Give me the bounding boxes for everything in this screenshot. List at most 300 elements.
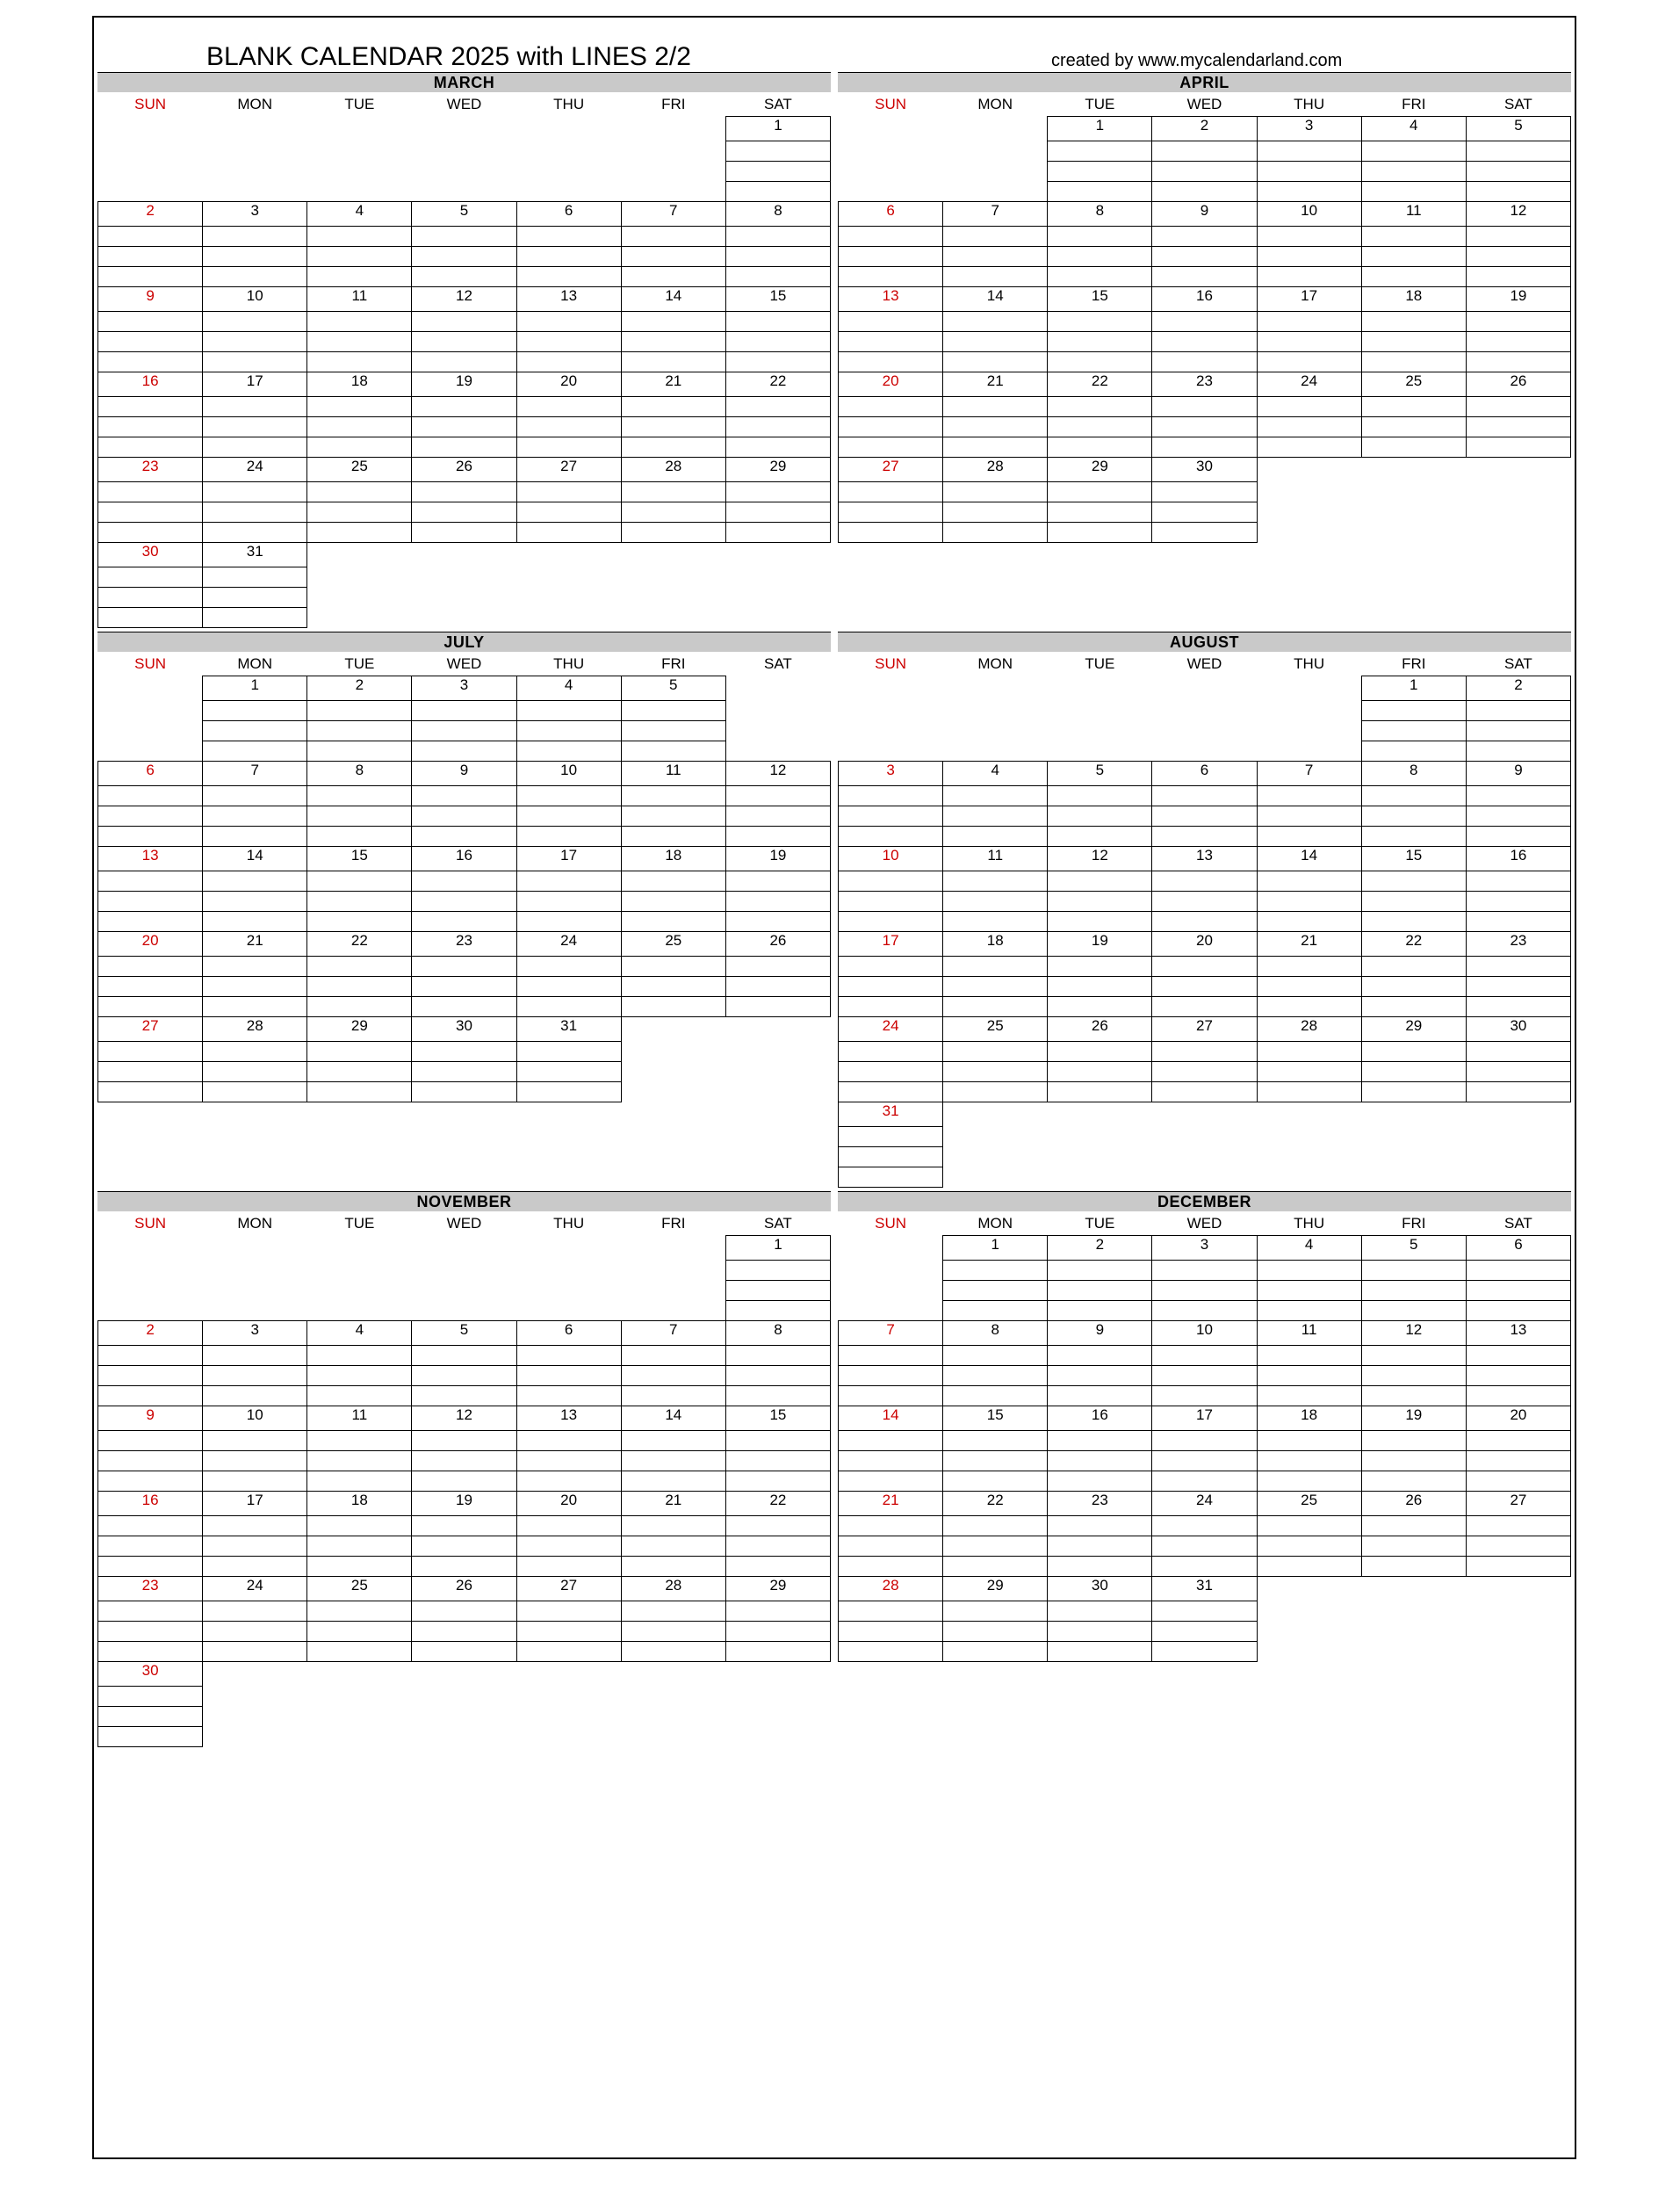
day-cell[interactable]: 18 xyxy=(1257,1406,1361,1431)
day-cell[interactable]: 28 xyxy=(203,1017,307,1042)
writing-line-cell[interactable] xyxy=(1048,332,1152,352)
writing-line-cell[interactable] xyxy=(943,437,1048,458)
writing-line-cell[interactable] xyxy=(1466,1346,1570,1366)
writing-line-cell[interactable] xyxy=(1048,997,1152,1017)
writing-line-cell[interactable] xyxy=(943,1042,1048,1062)
writing-line-cell[interactable] xyxy=(1361,741,1466,762)
writing-line-cell[interactable] xyxy=(943,1642,1048,1662)
writing-line-cell[interactable] xyxy=(621,227,725,247)
day-cell[interactable]: 4 xyxy=(307,1321,412,1346)
writing-line-cell[interactable] xyxy=(1048,871,1152,892)
writing-line-cell[interactable] xyxy=(1361,806,1466,827)
day-cell[interactable]: 14 xyxy=(203,847,307,871)
writing-line-cell[interactable] xyxy=(1466,1366,1570,1386)
writing-line-cell[interactable] xyxy=(1361,912,1466,932)
writing-line-cell[interactable] xyxy=(1048,1622,1152,1642)
writing-line-cell[interactable] xyxy=(412,523,516,543)
writing-line-cell[interactable] xyxy=(98,871,203,892)
day-cell[interactable]: 19 xyxy=(412,1492,516,1516)
writing-line-cell[interactable] xyxy=(1048,1471,1152,1492)
writing-line-cell[interactable] xyxy=(412,912,516,932)
writing-line-cell[interactable] xyxy=(1361,437,1466,458)
writing-line-cell[interactable] xyxy=(1257,1386,1361,1406)
writing-line-cell[interactable] xyxy=(1361,997,1466,1017)
writing-line-cell[interactable] xyxy=(307,1431,412,1451)
writing-line-cell[interactable] xyxy=(98,1536,203,1557)
writing-line-cell[interactable] xyxy=(621,786,725,806)
writing-line-cell[interactable] xyxy=(307,227,412,247)
writing-line-cell[interactable] xyxy=(621,1386,725,1406)
writing-line-cell[interactable] xyxy=(725,502,830,523)
writing-line-cell[interactable] xyxy=(1361,312,1466,332)
writing-line-cell[interactable] xyxy=(621,977,725,997)
writing-line-cell[interactable] xyxy=(1257,397,1361,417)
day-cell[interactable]: 6 xyxy=(839,202,943,227)
writing-line-cell[interactable] xyxy=(1361,332,1466,352)
writing-line-cell[interactable] xyxy=(943,1261,1048,1281)
day-cell[interactable]: 22 xyxy=(725,1492,830,1516)
writing-line-cell[interactable] xyxy=(621,397,725,417)
day-cell[interactable]: 22 xyxy=(725,372,830,397)
day-cell[interactable]: 18 xyxy=(943,932,1048,957)
writing-line-cell[interactable] xyxy=(621,1601,725,1622)
writing-line-cell[interactable] xyxy=(1152,827,1257,847)
writing-line-cell[interactable] xyxy=(621,482,725,502)
writing-line-cell[interactable] xyxy=(98,1622,203,1642)
day-cell[interactable]: 31 xyxy=(516,1017,621,1042)
writing-line-cell[interactable] xyxy=(203,482,307,502)
writing-line-cell[interactable] xyxy=(1466,1536,1570,1557)
writing-line-cell[interactable] xyxy=(1361,1281,1466,1301)
day-cell[interactable]: 10 xyxy=(516,762,621,786)
writing-line-cell[interactable] xyxy=(98,1687,203,1707)
writing-line-cell[interactable] xyxy=(1152,312,1257,332)
writing-line-cell[interactable] xyxy=(1048,437,1152,458)
day-cell[interactable]: 29 xyxy=(725,1577,830,1601)
day-cell[interactable]: 20 xyxy=(839,372,943,397)
writing-line-cell[interactable] xyxy=(307,397,412,417)
writing-line-cell[interactable] xyxy=(203,397,307,417)
day-cell[interactable]: 6 xyxy=(1466,1236,1570,1261)
day-cell[interactable]: 10 xyxy=(203,1406,307,1431)
writing-line-cell[interactable] xyxy=(943,502,1048,523)
day-cell[interactable]: 9 xyxy=(412,762,516,786)
writing-line-cell[interactable] xyxy=(1048,1516,1152,1536)
writing-line-cell[interactable] xyxy=(1361,721,1466,741)
writing-line-cell[interactable] xyxy=(725,997,830,1017)
writing-line-cell[interactable] xyxy=(725,1536,830,1557)
day-cell[interactable]: 20 xyxy=(516,372,621,397)
writing-line-cell[interactable] xyxy=(98,247,203,267)
writing-line-cell[interactable] xyxy=(943,352,1048,372)
writing-line-cell[interactable] xyxy=(839,1062,943,1082)
writing-line-cell[interactable] xyxy=(1466,871,1570,892)
day-cell[interactable]: 20 xyxy=(1152,932,1257,957)
writing-line-cell[interactable] xyxy=(839,1431,943,1451)
writing-line-cell[interactable] xyxy=(725,1261,830,1281)
writing-line-cell[interactable] xyxy=(1466,912,1570,932)
writing-line-cell[interactable] xyxy=(203,1601,307,1622)
day-cell[interactable]: 8 xyxy=(943,1321,1048,1346)
writing-line-cell[interactable] xyxy=(516,701,621,721)
day-cell[interactable]: 1 xyxy=(203,676,307,701)
day-cell[interactable]: 27 xyxy=(839,458,943,482)
writing-line-cell[interactable] xyxy=(1361,182,1466,202)
day-cell[interactable]: 11 xyxy=(307,1406,412,1431)
writing-line-cell[interactable] xyxy=(203,1366,307,1386)
writing-line-cell[interactable] xyxy=(516,227,621,247)
writing-line-cell[interactable] xyxy=(516,1471,621,1492)
writing-line-cell[interactable] xyxy=(1257,977,1361,997)
writing-line-cell[interactable] xyxy=(943,1622,1048,1642)
writing-line-cell[interactable] xyxy=(1361,1516,1466,1536)
writing-line-cell[interactable] xyxy=(307,332,412,352)
day-cell[interactable]: 1 xyxy=(1361,676,1466,701)
writing-line-cell[interactable] xyxy=(943,892,1048,912)
day-cell[interactable]: 27 xyxy=(1152,1017,1257,1042)
writing-line-cell[interactable] xyxy=(307,871,412,892)
writing-line-cell[interactable] xyxy=(839,437,943,458)
writing-line-cell[interactable] xyxy=(516,912,621,932)
day-cell[interactable]: 17 xyxy=(516,847,621,871)
writing-line-cell[interactable] xyxy=(203,957,307,977)
writing-line-cell[interactable] xyxy=(516,1642,621,1662)
writing-line-cell[interactable] xyxy=(943,1451,1048,1471)
day-cell[interactable]: 18 xyxy=(307,1492,412,1516)
writing-line-cell[interactable] xyxy=(943,977,1048,997)
day-cell[interactable]: 30 xyxy=(98,1662,203,1687)
writing-line-cell[interactable] xyxy=(725,786,830,806)
writing-line-cell[interactable] xyxy=(1152,1471,1257,1492)
writing-line-cell[interactable] xyxy=(412,417,516,437)
day-cell[interactable]: 2 xyxy=(1048,1236,1152,1261)
writing-line-cell[interactable] xyxy=(98,1471,203,1492)
writing-line-cell[interactable] xyxy=(1361,247,1466,267)
writing-line-cell[interactable] xyxy=(98,1557,203,1577)
day-cell[interactable]: 7 xyxy=(621,202,725,227)
writing-line-cell[interactable] xyxy=(98,997,203,1017)
writing-line-cell[interactable] xyxy=(1152,1516,1257,1536)
writing-line-cell[interactable] xyxy=(943,1346,1048,1366)
day-cell[interactable]: 28 xyxy=(1257,1017,1361,1042)
day-cell[interactable]: 7 xyxy=(839,1321,943,1346)
writing-line-cell[interactable] xyxy=(203,997,307,1017)
day-cell[interactable]: 23 xyxy=(1048,1492,1152,1516)
writing-line-cell[interactable] xyxy=(516,267,621,287)
writing-line-cell[interactable] xyxy=(1466,1516,1570,1536)
writing-line-cell[interactable] xyxy=(1048,502,1152,523)
writing-line-cell[interactable] xyxy=(1361,871,1466,892)
writing-line-cell[interactable] xyxy=(943,806,1048,827)
day-cell[interactable]: 16 xyxy=(1048,1406,1152,1431)
writing-line-cell[interactable] xyxy=(98,1516,203,1536)
writing-line-cell[interactable] xyxy=(621,1516,725,1536)
day-cell[interactable]: 3 xyxy=(1152,1236,1257,1261)
day-cell[interactable]: 21 xyxy=(203,932,307,957)
writing-line-cell[interactable] xyxy=(1152,1451,1257,1471)
day-cell[interactable]: 9 xyxy=(1152,202,1257,227)
writing-line-cell[interactable] xyxy=(1257,182,1361,202)
writing-line-cell[interactable] xyxy=(203,827,307,847)
day-cell[interactable]: 18 xyxy=(621,847,725,871)
day-cell[interactable]: 27 xyxy=(1466,1492,1570,1516)
day-cell[interactable]: 4 xyxy=(1361,117,1466,141)
day-cell[interactable]: 12 xyxy=(412,287,516,312)
day-cell[interactable]: 13 xyxy=(516,1406,621,1431)
writing-line-cell[interactable] xyxy=(839,227,943,247)
writing-line-cell[interactable] xyxy=(725,1386,830,1406)
writing-line-cell[interactable] xyxy=(1466,997,1570,1017)
writing-line-cell[interactable] xyxy=(839,1642,943,1662)
writing-line-cell[interactable] xyxy=(1048,827,1152,847)
day-cell[interactable]: 5 xyxy=(621,676,725,701)
writing-line-cell[interactable] xyxy=(1048,892,1152,912)
writing-line-cell[interactable] xyxy=(1257,827,1361,847)
day-cell[interactable]: 30 xyxy=(1466,1017,1570,1042)
writing-line-cell[interactable] xyxy=(1152,227,1257,247)
writing-line-cell[interactable] xyxy=(98,977,203,997)
writing-line-cell[interactable] xyxy=(516,1622,621,1642)
writing-line-cell[interactable] xyxy=(516,871,621,892)
writing-line-cell[interactable] xyxy=(203,588,307,608)
writing-line-cell[interactable] xyxy=(98,1062,203,1082)
day-cell[interactable]: 28 xyxy=(839,1577,943,1601)
writing-line-cell[interactable] xyxy=(516,892,621,912)
day-cell[interactable]: 13 xyxy=(98,847,203,871)
writing-line-cell[interactable] xyxy=(1152,1601,1257,1622)
writing-line-cell[interactable] xyxy=(621,437,725,458)
writing-line-cell[interactable] xyxy=(516,1451,621,1471)
writing-line-cell[interactable] xyxy=(516,437,621,458)
writing-line-cell[interactable] xyxy=(307,502,412,523)
day-cell[interactable]: 4 xyxy=(943,762,1048,786)
writing-line-cell[interactable] xyxy=(1152,247,1257,267)
writing-line-cell[interactable] xyxy=(1361,352,1466,372)
writing-line-cell[interactable] xyxy=(203,352,307,372)
writing-line-cell[interactable] xyxy=(1257,1451,1361,1471)
writing-line-cell[interactable] xyxy=(98,417,203,437)
writing-line-cell[interactable] xyxy=(203,871,307,892)
writing-line-cell[interactable] xyxy=(516,957,621,977)
writing-line-cell[interactable] xyxy=(412,827,516,847)
writing-line-cell[interactable] xyxy=(943,912,1048,932)
writing-line-cell[interactable] xyxy=(203,417,307,437)
writing-line-cell[interactable] xyxy=(516,312,621,332)
writing-line-cell[interactable] xyxy=(203,1642,307,1662)
writing-line-cell[interactable] xyxy=(943,997,1048,1017)
writing-line-cell[interactable] xyxy=(1152,806,1257,827)
writing-line-cell[interactable] xyxy=(725,523,830,543)
day-cell[interactable]: 14 xyxy=(1257,847,1361,871)
writing-line-cell[interactable] xyxy=(943,957,1048,977)
writing-line-cell[interactable] xyxy=(943,417,1048,437)
writing-line-cell[interactable] xyxy=(1152,523,1257,543)
writing-line-cell[interactable] xyxy=(1257,1261,1361,1281)
writing-line-cell[interactable] xyxy=(412,1431,516,1451)
writing-line-cell[interactable] xyxy=(725,957,830,977)
day-cell[interactable]: 15 xyxy=(725,1406,830,1431)
writing-line-cell[interactable] xyxy=(1152,1557,1257,1577)
day-cell[interactable]: 12 xyxy=(725,762,830,786)
writing-line-cell[interactable] xyxy=(725,1516,830,1536)
writing-line-cell[interactable] xyxy=(307,1471,412,1492)
writing-line-cell[interactable] xyxy=(98,608,203,628)
writing-line-cell[interactable] xyxy=(1466,1431,1570,1451)
writing-line-cell[interactable] xyxy=(621,523,725,543)
writing-line-cell[interactable] xyxy=(203,1042,307,1062)
writing-line-cell[interactable] xyxy=(1257,1471,1361,1492)
writing-line-cell[interactable] xyxy=(203,608,307,628)
writing-line-cell[interactable] xyxy=(516,1346,621,1366)
day-cell[interactable]: 25 xyxy=(1361,372,1466,397)
writing-line-cell[interactable] xyxy=(1048,957,1152,977)
writing-line-cell[interactable] xyxy=(412,957,516,977)
day-cell[interactable]: 5 xyxy=(1048,762,1152,786)
day-cell[interactable]: 31 xyxy=(203,543,307,567)
writing-line-cell[interactable] xyxy=(621,1536,725,1557)
day-cell[interactable]: 26 xyxy=(412,1577,516,1601)
writing-line-cell[interactable] xyxy=(1048,397,1152,417)
writing-line-cell[interactable] xyxy=(839,1451,943,1471)
writing-line-cell[interactable] xyxy=(1048,1386,1152,1406)
day-cell[interactable]: 19 xyxy=(1361,1406,1466,1431)
writing-line-cell[interactable] xyxy=(307,437,412,458)
day-cell[interactable]: 17 xyxy=(203,1492,307,1516)
writing-line-cell[interactable] xyxy=(621,312,725,332)
day-cell[interactable]: 29 xyxy=(725,458,830,482)
writing-line-cell[interactable] xyxy=(516,997,621,1017)
writing-line-cell[interactable] xyxy=(412,997,516,1017)
day-cell[interactable]: 15 xyxy=(725,287,830,312)
writing-line-cell[interactable] xyxy=(516,1366,621,1386)
writing-line-cell[interactable] xyxy=(839,1601,943,1622)
day-cell[interactable]: 24 xyxy=(203,458,307,482)
day-cell[interactable]: 29 xyxy=(1361,1017,1466,1042)
writing-line-cell[interactable] xyxy=(307,741,412,762)
writing-line-cell[interactable] xyxy=(307,267,412,287)
writing-line-cell[interactable] xyxy=(1466,162,1570,182)
writing-line-cell[interactable] xyxy=(1048,162,1152,182)
writing-line-cell[interactable] xyxy=(98,1642,203,1662)
writing-line-cell[interactable] xyxy=(1048,267,1152,287)
writing-line-cell[interactable] xyxy=(203,1451,307,1471)
writing-line-cell[interactable] xyxy=(1257,352,1361,372)
writing-line-cell[interactable] xyxy=(839,1346,943,1366)
day-cell[interactable]: 16 xyxy=(1152,287,1257,312)
day-cell[interactable]: 29 xyxy=(307,1017,412,1042)
writing-line-cell[interactable] xyxy=(725,437,830,458)
writing-line-cell[interactable] xyxy=(725,806,830,827)
day-cell[interactable]: 22 xyxy=(943,1492,1048,1516)
writing-line-cell[interactable] xyxy=(1466,437,1570,458)
writing-line-cell[interactable] xyxy=(839,1127,943,1147)
writing-line-cell[interactable] xyxy=(412,437,516,458)
writing-line-cell[interactable] xyxy=(1257,871,1361,892)
day-cell[interactable]: 6 xyxy=(516,1321,621,1346)
writing-line-cell[interactable] xyxy=(1048,1301,1152,1321)
writing-line-cell[interactable] xyxy=(98,806,203,827)
day-cell[interactable]: 23 xyxy=(1466,932,1570,957)
writing-line-cell[interactable] xyxy=(1466,227,1570,247)
writing-line-cell[interactable] xyxy=(1466,806,1570,827)
writing-line-cell[interactable] xyxy=(1152,482,1257,502)
day-cell[interactable]: 26 xyxy=(1048,1017,1152,1042)
writing-line-cell[interactable] xyxy=(725,1451,830,1471)
writing-line-cell[interactable] xyxy=(412,1386,516,1406)
writing-line-cell[interactable] xyxy=(725,871,830,892)
writing-line-cell[interactable] xyxy=(516,827,621,847)
writing-line-cell[interactable] xyxy=(516,502,621,523)
day-cell[interactable]: 30 xyxy=(98,543,203,567)
day-cell[interactable]: 11 xyxy=(1361,202,1466,227)
writing-line-cell[interactable] xyxy=(839,1557,943,1577)
writing-line-cell[interactable] xyxy=(1048,1601,1152,1622)
day-cell[interactable]: 8 xyxy=(307,762,412,786)
writing-line-cell[interactable] xyxy=(1152,141,1257,162)
day-cell[interactable]: 21 xyxy=(1257,932,1361,957)
day-cell[interactable]: 27 xyxy=(516,1577,621,1601)
writing-line-cell[interactable] xyxy=(412,977,516,997)
writing-line-cell[interactable] xyxy=(1048,912,1152,932)
writing-line-cell[interactable] xyxy=(1152,1366,1257,1386)
day-cell[interactable]: 27 xyxy=(98,1017,203,1042)
writing-line-cell[interactable] xyxy=(1361,892,1466,912)
day-cell[interactable]: 14 xyxy=(621,1406,725,1431)
writing-line-cell[interactable] xyxy=(1361,1557,1466,1577)
day-cell[interactable]: 8 xyxy=(1048,202,1152,227)
writing-line-cell[interactable] xyxy=(1361,1082,1466,1102)
writing-line-cell[interactable] xyxy=(1466,397,1570,417)
writing-line-cell[interactable] xyxy=(412,227,516,247)
writing-line-cell[interactable] xyxy=(1048,141,1152,162)
writing-line-cell[interactable] xyxy=(725,182,830,202)
writing-line-cell[interactable] xyxy=(839,806,943,827)
day-cell[interactable]: 8 xyxy=(725,202,830,227)
writing-line-cell[interactable] xyxy=(1361,1386,1466,1406)
writing-line-cell[interactable] xyxy=(412,312,516,332)
day-cell[interactable]: 23 xyxy=(98,458,203,482)
writing-line-cell[interactable] xyxy=(307,786,412,806)
writing-line-cell[interactable] xyxy=(412,332,516,352)
writing-line-cell[interactable] xyxy=(1466,247,1570,267)
day-cell[interactable]: 3 xyxy=(839,762,943,786)
day-cell[interactable]: 20 xyxy=(516,1492,621,1516)
day-cell[interactable]: 15 xyxy=(1048,287,1152,312)
writing-line-cell[interactable] xyxy=(1152,437,1257,458)
day-cell[interactable]: 23 xyxy=(1152,372,1257,397)
writing-line-cell[interactable] xyxy=(1152,1536,1257,1557)
writing-line-cell[interactable] xyxy=(516,247,621,267)
writing-line-cell[interactable] xyxy=(516,482,621,502)
writing-line-cell[interactable] xyxy=(621,892,725,912)
writing-line-cell[interactable] xyxy=(203,892,307,912)
day-cell[interactable]: 26 xyxy=(725,932,830,957)
writing-line-cell[interactable] xyxy=(516,1062,621,1082)
writing-line-cell[interactable] xyxy=(1257,332,1361,352)
writing-line-cell[interactable] xyxy=(1152,871,1257,892)
writing-line-cell[interactable] xyxy=(307,482,412,502)
writing-line-cell[interactable] xyxy=(307,892,412,912)
writing-line-cell[interactable] xyxy=(98,1707,203,1727)
writing-line-cell[interactable] xyxy=(1361,1451,1466,1471)
writing-line-cell[interactable] xyxy=(307,1601,412,1622)
writing-line-cell[interactable] xyxy=(412,1642,516,1662)
writing-line-cell[interactable] xyxy=(725,417,830,437)
writing-line-cell[interactable] xyxy=(943,786,1048,806)
day-cell[interactable]: 28 xyxy=(621,458,725,482)
writing-line-cell[interactable] xyxy=(621,1642,725,1662)
day-cell[interactable]: 24 xyxy=(1152,1492,1257,1516)
